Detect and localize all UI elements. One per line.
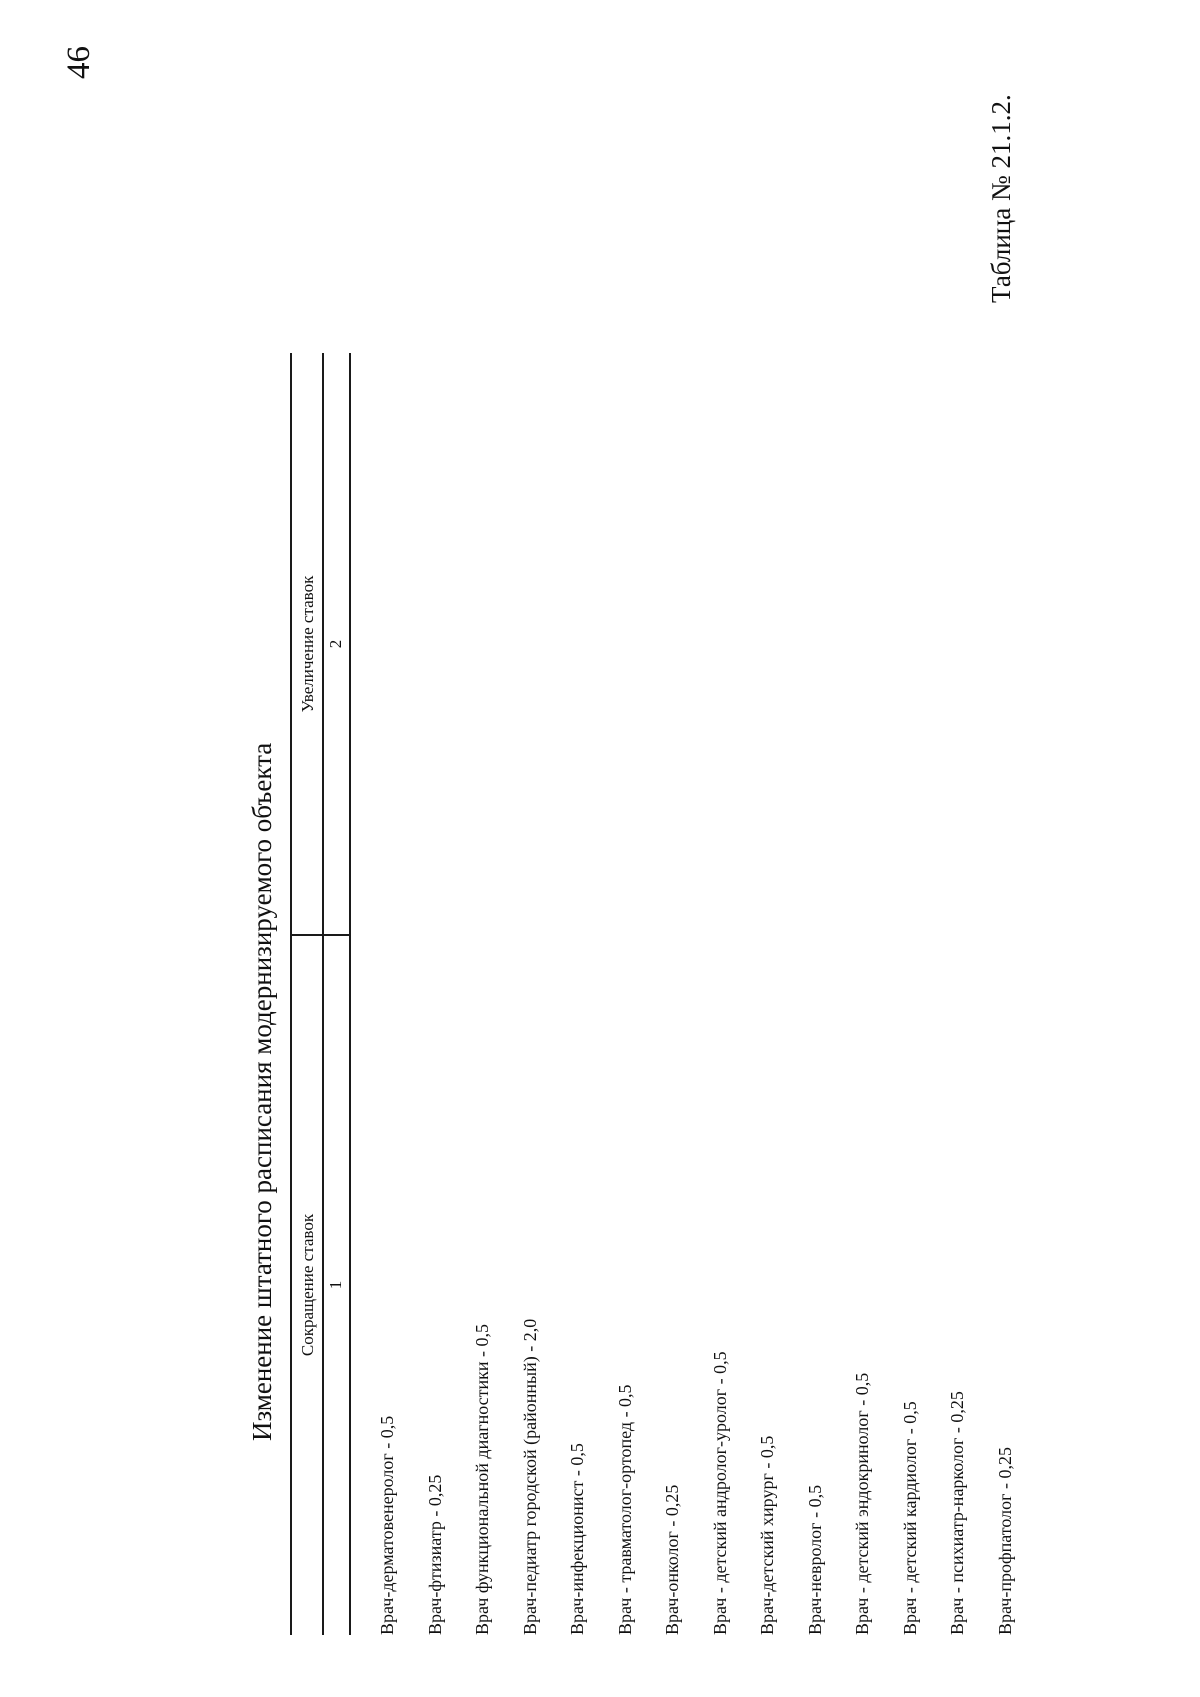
column-index-1: 1: [326, 1280, 345, 1290]
table-number: Таблица № 21.1.2.: [986, 94, 1016, 303]
column-header-increase: Увеличение ставок: [298, 575, 317, 713]
table-top-rule: [290, 353, 292, 1635]
table-header-bottom-rule: [349, 353, 351, 1635]
table-row: Врач-онколог - 0,25: [662, 1484, 682, 1635]
table-row: Врач - психиатр-нарколог - 0,25: [947, 1391, 967, 1635]
table-row: Врач - детский кардиолог - 0,5: [899, 1401, 920, 1635]
table-row: Врач-невролог - 0,5: [804, 1484, 825, 1635]
table-row: Врач-детский хирург - 0,5: [757, 1435, 777, 1635]
page-number: 46: [61, 46, 97, 79]
table-row: Врач-педиатр городской (районный) - 2,0: [519, 1318, 540, 1635]
table-row: Врач - травматолог-ортопед - 0,5: [614, 1384, 635, 1635]
column-header-reduction: Сокращение ставок: [298, 1213, 317, 1357]
table-row: Врач функциональной диагностики - 0,5: [472, 1323, 492, 1635]
table-row: Врач-профпатолог - 0,25: [994, 1446, 1015, 1635]
table-body: [375, 875, 1040, 1635]
table-row: Врач-дерматовенеролог - 0,5: [377, 1415, 397, 1635]
table-row: Врач-инфекционист - 0,5: [567, 1443, 587, 1635]
table-row: Врач - детский андролог-уролог - 0,5: [709, 1351, 730, 1635]
table-row: Врач-фтизиатр - 0,25: [424, 1474, 445, 1635]
table-index-rule: [322, 353, 324, 1635]
column-index-2: 2: [326, 639, 345, 649]
table-title: Изменение штатного расписания модернизируемого объекта: [247, 742, 277, 1441]
table-row: Врач - детский эндокринолог - 0,5: [852, 1372, 872, 1635]
